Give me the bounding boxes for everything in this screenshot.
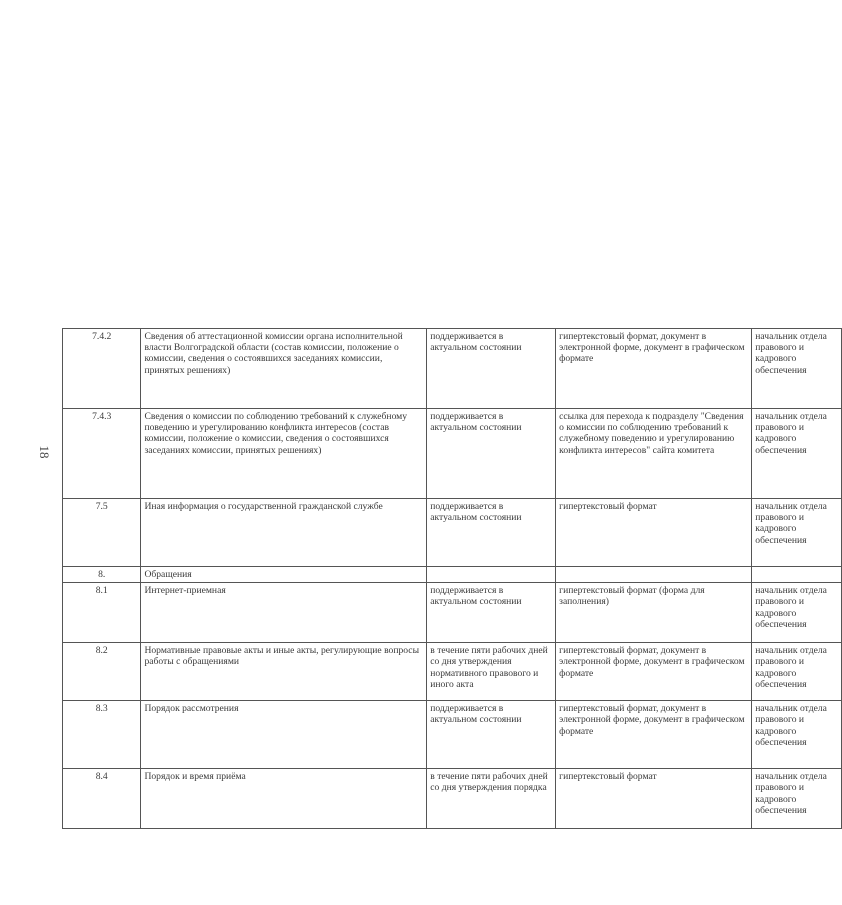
page-number: 18 (37, 445, 52, 459)
row-term: в течение пяти рабочих дней со дня утверждения нормативного правового и иного акта (427, 643, 556, 701)
row-number: 8.3 (63, 701, 141, 769)
row-responsible: начальник отдела правового и кадрового обеспечения (752, 499, 842, 567)
rotated-table (62, 328, 842, 828)
row-number: 7.4.2 (63, 329, 141, 409)
row-responsible: начальник отдела правового и кадрового обеспечения (752, 409, 842, 499)
row-number: 8.2 (63, 643, 141, 701)
row-term (427, 567, 556, 583)
row-term: поддерживается в актуальном состоянии (427, 499, 556, 567)
row-format: гипертекстовый формат, документ в электронной форме, документ в графическом формате (556, 329, 752, 409)
row-responsible (752, 567, 842, 583)
table-row (63, 499, 842, 567)
row-name: Нормативные правовые акты и иные акты, регулирующие вопросы работы с обращениями (141, 643, 427, 701)
row-term: поддерживается в актуальном состоянии (427, 409, 556, 499)
row-number: 8.1 (63, 583, 141, 643)
row-format (556, 567, 752, 583)
row-name: Порядок и время приёма (141, 769, 427, 829)
row-format: гипертекстовый формат, документ в электронной форме, документ в графическом формате (556, 701, 752, 769)
publication-table (62, 328, 842, 829)
row-format: гипертекстовый формат (форма для заполнения) (556, 583, 752, 643)
row-name: Интернет-приемная (141, 583, 427, 643)
row-name: Сведения об аттестационной комиссии органа исполнительной власти Волгоградской области (состав комиссии, положение о комиссии, сведения о состоявшихся заседаниях комиссии, принятых решениях) (141, 329, 427, 409)
row-format: гипертекстовый формат (556, 499, 752, 567)
row-name: Обращения (141, 567, 427, 583)
row-name: Сведения о комиссии по соблюдению требований к служебному поведению и урегулированию конфликта интересов (состав комиссии, положение о комиссии, сведения о состоявшихся заседаниях комиссии, принятых решениях) (141, 409, 427, 499)
row-term: в течение пяти рабочих дней со дня утверждения порядка (427, 769, 556, 829)
row-term: поддерживается в актуальном состоянии (427, 329, 556, 409)
row-name: Порядок рассмотрения (141, 701, 427, 769)
row-number: 7.5 (63, 499, 141, 567)
table-row (63, 409, 842, 499)
row-term: поддерживается в актуальном состоянии (427, 583, 556, 643)
row-format: ссылка для перехода к подразделу "Сведения о комиссии по соблюдению требований к служебному поведению и урегулированию конфликта интересов" сайта комитета (556, 409, 752, 499)
table-row (63, 643, 842, 701)
table-row (63, 701, 842, 769)
table-row (63, 769, 842, 829)
row-responsible: начальник отдела правового и кадрового обеспечения (752, 701, 842, 769)
row-number: 7.4.3 (63, 409, 141, 499)
table-row (63, 329, 842, 409)
table-row-section (63, 567, 842, 583)
row-responsible: начальник отдела правового и кадрового обеспечения (752, 643, 842, 701)
row-format: гипертекстовый формат, документ в электронной форме, документ в графическом формате (556, 643, 752, 701)
row-number: 8. (63, 567, 141, 583)
row-name: Иная информация о государственной гражданской службе (141, 499, 427, 567)
row-number: 8.4 (63, 769, 141, 829)
row-format: гипертекстовый формат (556, 769, 752, 829)
document-table-frame (62, 48, 827, 828)
table-row (63, 583, 842, 643)
row-responsible: начальник отдела правового и кадрового обеспечения (752, 769, 842, 829)
row-responsible: начальник отдела правового и кадрового обеспечения (752, 583, 842, 643)
row-responsible: начальник отдела правового и кадрового обеспечения (752, 329, 842, 409)
row-term: поддерживается в актуальном состоянии (427, 701, 556, 769)
